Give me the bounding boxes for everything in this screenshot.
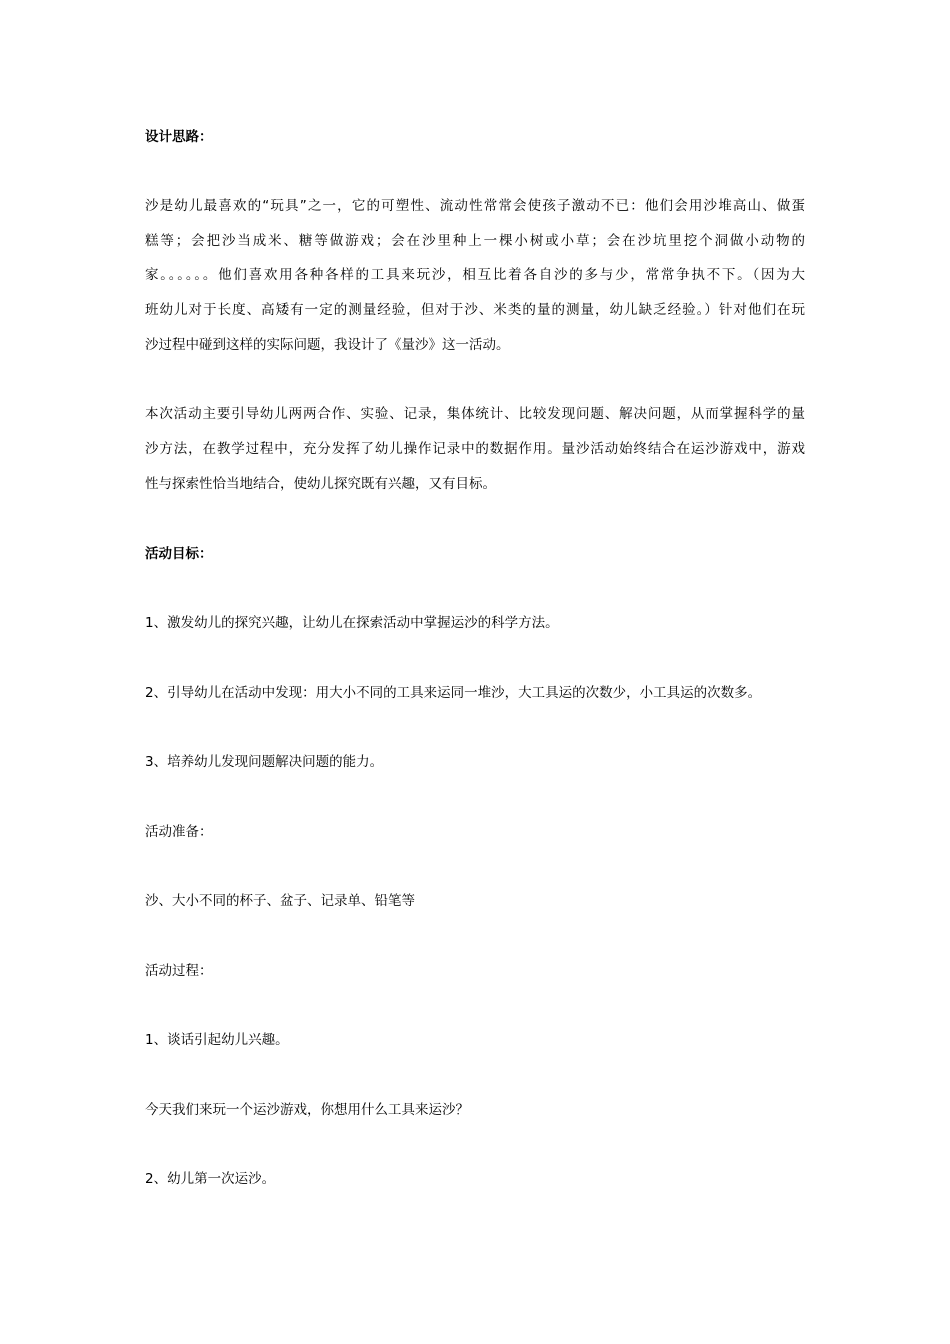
process-step-1: 1、谈话引起幼儿兴趣。 — [145, 1032, 289, 1048]
heading-activity-process: 活动过程： — [145, 963, 213, 979]
prep-materials: 沙、大小不同的杯子、盆子、记录单、铅笔等 — [145, 893, 415, 909]
paragraph-2-line-3: 性与探索性恰当地结合，使幼儿探究既有兴趣，又有目标。 — [145, 476, 496, 492]
paragraph-1-line-3: 家。。。。。。他们喜欢用各种各样的工具来玩沙，相互比着各自沙的多与少，常常争执不下。（因为大 — [145, 267, 805, 283]
goal-item-1: 1、激发幼儿的探究兴趣，让幼儿在探索活动中掌握运沙的科学方法。 — [145, 615, 559, 631]
goal-item-3: 3、培养幼儿发现问题解决问题的能力。 — [145, 754, 384, 770]
process-step-1-detail: 今天我们来玩一个运沙游戏，你想用什么工具来运沙？ — [145, 1102, 469, 1118]
paragraph-2-line-2: 沙方法，在教学过程中，充分发挥了幼儿操作记录中的数据作用。量沙活动始终结合在运沙游戏中，游戏 — [145, 441, 805, 457]
paragraph-1-line-2: 糕等；会把沙当成米、糖等做游戏；会在沙里种上一棵小树或小草；会在沙坑里挖个洞做小动物的 — [145, 233, 805, 249]
process-step-2: 2、幼儿第一次运沙。 — [145, 1171, 276, 1187]
paragraph-1-line-1: 沙是幼儿最喜欢的“玩具”之一，它的可塑性、流动性常常会使孩子激动不已：他们会用沙堆高山、做蛋 — [145, 198, 805, 214]
paragraph-2-line-1: 本次活动主要引导幼儿两两合作、实验、记录，集体统计、比较发现问题、解决问题，从而掌握科学的量 — [145, 406, 805, 422]
goal-item-2: 2、引导幼儿在活动中发现：用大小不同的工具来运同一堆沙，大工具运的次数少，小工具运的次数多。 — [145, 685, 762, 701]
paragraph-1-line-4: 班幼儿对于长度、高矮有一定的测量经验，但对于沙、米类的量的测量，幼儿缺乏经验。）针对他们在玩 — [145, 302, 805, 318]
heading-design-idea: 设计思路： — [145, 129, 213, 145]
paragraph-1-line-5: 沙过程中碰到这样的实际问题，我设计了《量沙》这一活动。 — [145, 337, 510, 353]
heading-activity-goals: 活动目标： — [145, 546, 213, 562]
heading-activity-prep: 活动准备： — [145, 824, 213, 840]
